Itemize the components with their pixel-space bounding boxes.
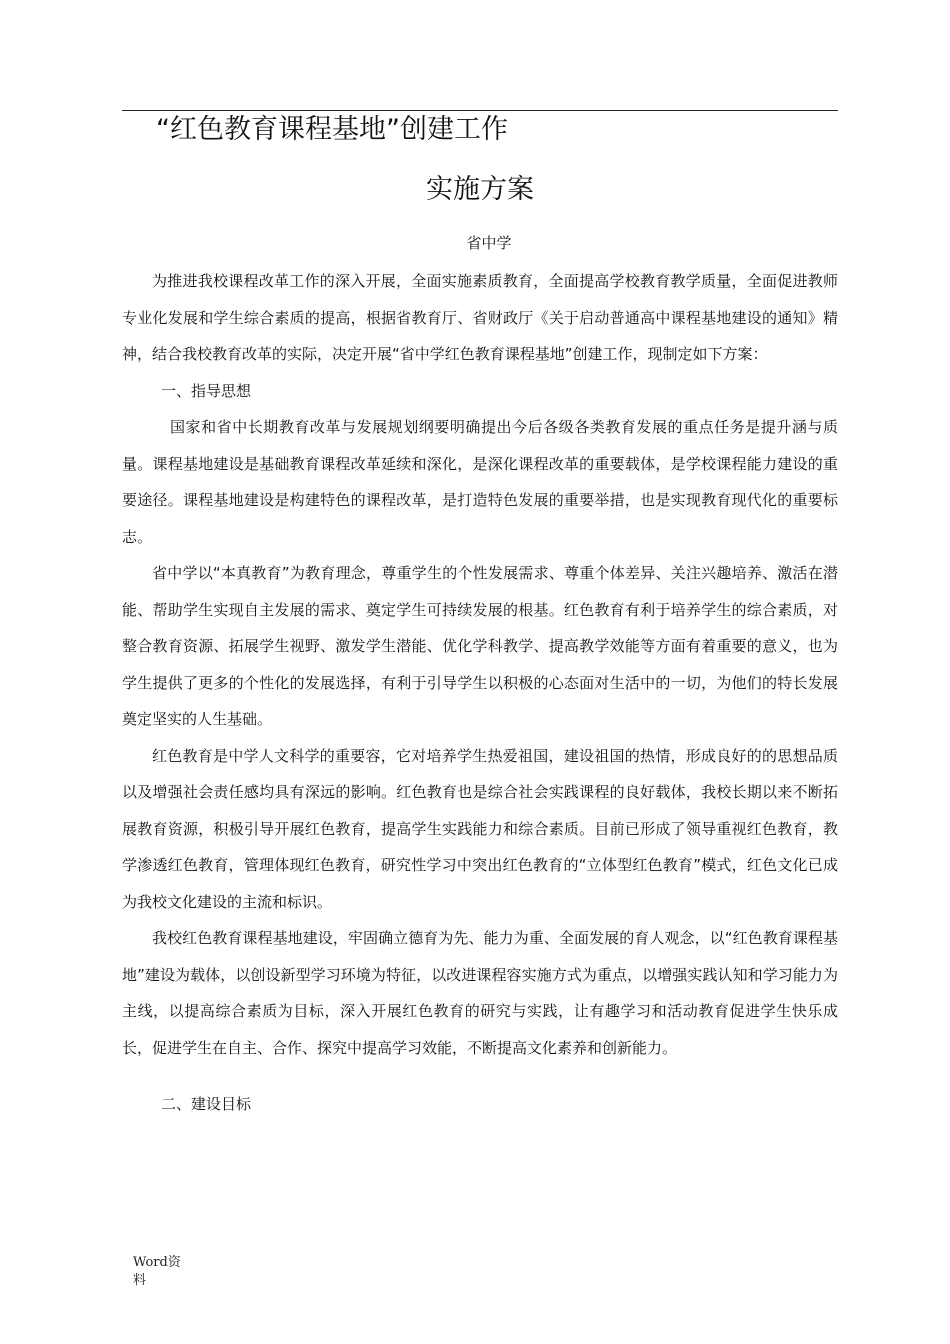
body-paragraph: 省中学以“本真教育”为教育理念，尊重学生的个性发展需求、尊重个体差异、关注兴趣培养、激活在潜能、帮助学生实现自主发展的需求、奠定学生可持续发展的根基。红色教育有利于培养学生的综合素质，对整合教育资源、拓展学生视野、激发学生潜能、优化学科教学、提高教学效能等方面有着重要的意义，也为学生提供了更多的个性化的发展选择，有利于引导学生以积极的心态面对生活中的一切，为他们的特长发展奠定坚实的人生基础。 (122, 564, 838, 728)
section-spacer (122, 1066, 838, 1086)
document-body (122, 263, 838, 1123)
document-author: 省中学 (466, 234, 512, 252)
document-title-line1: “红色教育课程基地”创建工作 (156, 114, 508, 145)
document-title-line2: 实施方案 (426, 174, 534, 205)
section-heading-goals: 二、建设目标 (161, 1095, 252, 1113)
section-heading-guiding-thought: 一、指导思想 (161, 381, 252, 400)
footer-watermark-label: Word资料 (133, 1255, 181, 1288)
body-paragraph: 国家和省中长期教育改革与发展规划纲要明确提出今后各级各类教育发展的重点任务是提升涵与质量。课程基地建设是基础教育课程改革延续和深化，是深化课程改革的重要载体，是学校课程能力建设的重要途径。课程基地建设是构建特色的课程改革，是打造特色发展的重要举措，也是实现教育现代化的重要标志。 (122, 418, 838, 546)
body-paragraph: 我校红色教育课程基地建设，牢固确立德育为先、能力为重、全面发展的育人观念，以“红色教育课程基地”建设为载体，以创设新型学习环境为特征，以改进课程容实施方式为重点，以增强实践认知和学习能力为主线，以提高综合素质为目标，深入开展红色教育的研究与实践，让有趣学习和活动教育促进学生快乐成长，促进学生在自主、合作、探究中提高学习效能，不断提高文化素养和创新能力。 (122, 929, 838, 1057)
body-paragraph: 红色教育是中学人文科学的重要容，它对培养学生热爱祖国，建设祖国的热情，形成良好的的思想品质以及增强社会责任感均具有深远的影响。红色教育也是综合社会实践课程的良好载体，我校长期以来不断拓展教育资源，积极引导开展红色教育，提高学生实践能力和综合素质。目前已形成了领导重视红色教育，教学渗透红色教育，管理体现红色教育，研究性学习中突出红色教育的“立体型红色教育”模式，红色文化已成为我校文化建设的主流和标识。 (122, 746, 838, 911)
intro-paragraph: 为推进我校课程改革工作的深入开展，全面实施素质教育，全面提高学校教育教学质量，全面促进教师专业化发展和学生综合素质的提高，根据省教育厅、省财政厅《关于启动普通高中课程基地建设的通知》精神，结合我校教育改革的实际，决定开展“省中学红色教育课程基地”创建工作，现制定如下方案： (122, 272, 838, 363)
